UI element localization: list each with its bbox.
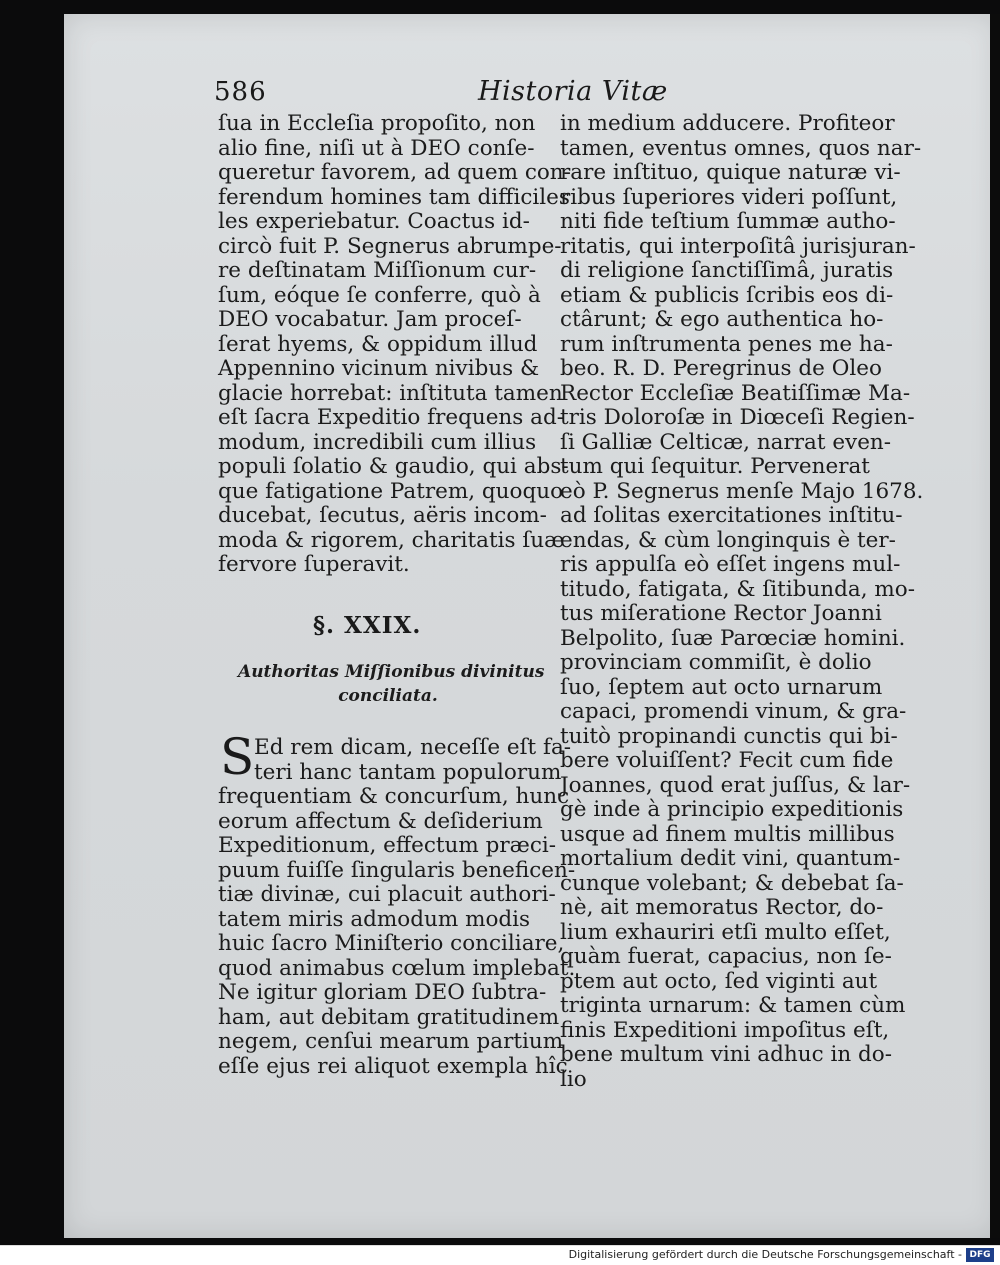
text-line: tus miſeratione Rector Joanni xyxy=(560,601,882,626)
text-line: Appennino vicinum nivibus & xyxy=(218,356,540,381)
text-line: eſt ſacra Expeditio frequens ad- xyxy=(218,405,564,430)
text-line: di religione ſanctiſſimâ, juratis xyxy=(560,258,894,283)
text-line: glacie horrebat: inſtituta tamen xyxy=(218,380,563,406)
left-column-top xyxy=(218,111,571,578)
text-line: endas, & cùm longinquis è ter- xyxy=(560,527,896,553)
text-line: eorum affectum & deſiderium xyxy=(218,808,543,834)
text-line: Ne igitur gloriam DEO ſubtra- xyxy=(218,980,547,1005)
text-line: ſua in Eccleſia propoſito, non xyxy=(218,111,536,136)
text-line: ducebat, ſecutus, aëris incom- xyxy=(218,503,547,528)
text-line: ribus ſuperiores videri poſſunt, xyxy=(560,184,898,210)
text-line: Ed rem dicam, neceſſe eſt fa- xyxy=(254,735,572,760)
text-line: mortalium dedit vini, quantum- xyxy=(560,846,901,871)
text-line: bere voluiſſent? Fecit cum fide xyxy=(560,748,894,773)
text-line: quàm fuerat, capacius, non ſe- xyxy=(560,944,892,969)
text-line: re deſtinatam Miſſionum cur- xyxy=(218,258,537,283)
text-line: queretur favorem, ad quem con- xyxy=(218,160,571,185)
text-line: etiam & publicis ſcribis eos di- xyxy=(560,282,894,308)
text-line: ſerat hyems, & oppidum illud xyxy=(218,331,538,357)
text-line: ſi Galliæ Celticæ, narrat even- xyxy=(560,429,892,455)
text-line: usque ad finem multis millibus xyxy=(560,821,895,847)
left-column-bottom xyxy=(218,735,576,1079)
text-line: tris Doloroſæ in Diœceſi Regien- xyxy=(560,405,915,430)
text-line: tatem miris admodum modis xyxy=(218,906,531,932)
text-line: Joannes, quod erat juſſus, & lar- xyxy=(560,772,911,798)
text-line: lio xyxy=(560,1066,587,1092)
text-line: ritatis, qui interpoſitâ jurisjuran- xyxy=(560,233,916,259)
text-line: titudo, fatigata, & ſitibunda, mo- xyxy=(560,576,916,602)
text-line: tamen, eventus omnes, quos nar- xyxy=(560,135,922,161)
text-line: finis Expeditioni impoſitus eſt, xyxy=(560,1017,890,1043)
text-line: triginta urnarum: & tamen cùm xyxy=(560,993,906,1018)
text-line: alio fine, niſi ut à DEO conſe- xyxy=(218,135,535,161)
text-line: ptem aut octo, ſed viginti aut xyxy=(560,968,878,994)
text-line: gè inde à principio expeditionis xyxy=(560,797,904,822)
text-line: tiæ divinæ, cui placuit authori- xyxy=(218,882,556,907)
page-edge xyxy=(990,14,1000,1238)
text-line: ris appulſa eò eſſet ingens mul- xyxy=(560,552,901,577)
running-title: Historia Vitæ xyxy=(478,76,668,107)
text-line: eò P. Segnerus menſe Majo 1678. xyxy=(560,478,924,504)
text-line: fervore ſuperavit. xyxy=(218,552,410,577)
text-line: provinciam commiſit, è dolio xyxy=(560,650,872,675)
text-line: moda & rigorem, charitatis ſuæ xyxy=(218,527,565,553)
text-line: les experiebatur. Coactus id- xyxy=(218,209,530,234)
subtitle-line-1: Authoritas Miſſionibus divinitus xyxy=(238,662,545,682)
text-line: capaci, promendi vinum, & gra- xyxy=(560,699,907,724)
text-line: nè, ait memoratus Rector, do- xyxy=(560,895,884,920)
text-line: ad ſolitas exercitationes inſtitu- xyxy=(560,503,903,528)
text-line: teri hanc tantam populorum xyxy=(254,759,562,785)
text-line: tuitò propinandi cunctis qui bi- xyxy=(560,723,898,749)
section-subtitle xyxy=(238,660,545,708)
text-line: que fatigatione Patrem, quoquo xyxy=(218,478,564,504)
footer-bar xyxy=(0,1245,1000,1265)
right-column xyxy=(560,111,924,1092)
section-heading: §. XXIX. xyxy=(313,612,422,639)
text-line: rare inſtituo, quique naturæ vi- xyxy=(560,160,901,185)
text-line: rum inſtrumenta penes me ha- xyxy=(560,331,893,357)
text-line: ſum, eóque ſe conferre, quò à xyxy=(218,282,541,308)
text-line: Rector Eccleſiæ Beatiſſimæ Ma- xyxy=(560,380,911,406)
text-line: modum, incredibili cum illius xyxy=(218,429,537,455)
text-line: frequentiam & concurſum, hunc xyxy=(218,784,570,809)
text-line: DEO vocabatur. Jam proceſ- xyxy=(218,307,522,332)
text-line: ctârunt; & ego authentica ho- xyxy=(560,307,884,332)
text-line: ferendum homines tam difficiles xyxy=(218,184,570,210)
drop-cap: S xyxy=(220,728,255,786)
text-line: eſſe ejus rei aliquot exempla hîc xyxy=(218,1053,568,1079)
text-line: beo. R. D. Peregrinus de Oleo xyxy=(560,356,882,381)
text-line: bene multum vini adhuc in do- xyxy=(560,1042,892,1067)
text-line: huic ſacro Miniſterio conciliare, xyxy=(218,931,565,956)
page-number: 586 xyxy=(214,77,267,107)
text-line: puum fuiſſe ſingularis beneficen- xyxy=(218,857,576,883)
text-line: quod animabus cœlum implebat. xyxy=(218,955,576,981)
text-line: in medium adducere. Profiteor xyxy=(560,111,895,136)
text-line: niti fide teſtium ſummæ autho- xyxy=(560,209,896,234)
text-line: Expeditionum, effectum præci- xyxy=(218,833,557,858)
text-line: tum qui ſequitur. Pervenerat xyxy=(560,454,870,479)
subtitle-line-2: conciliata. xyxy=(338,686,438,706)
text-line: circò fuit P. Segnerus abrumpe- xyxy=(218,233,562,259)
text-line: Belpolito, ſuæ Parœciæ homini. xyxy=(560,625,906,651)
text-line: negem, cenſui mearum partium xyxy=(218,1029,564,1054)
text-line: populi ſolatio & gaudio, qui abs- xyxy=(218,454,569,479)
funding-note: Digitalisierung gefördert durch die Deutsche Forschungsgemeinschaft - xyxy=(568,1248,962,1261)
text-line: ham, aut debitam gratitudinem xyxy=(218,1004,560,1030)
dfg-logo: DFG xyxy=(966,1248,994,1262)
text-line: cunque volebant; & debebat ſa- xyxy=(560,870,904,896)
text-line: ſuo, ſeptem aut octo urnarum xyxy=(560,674,883,700)
text-line: lium exhauriri etſi multo eſſet, xyxy=(560,919,891,945)
